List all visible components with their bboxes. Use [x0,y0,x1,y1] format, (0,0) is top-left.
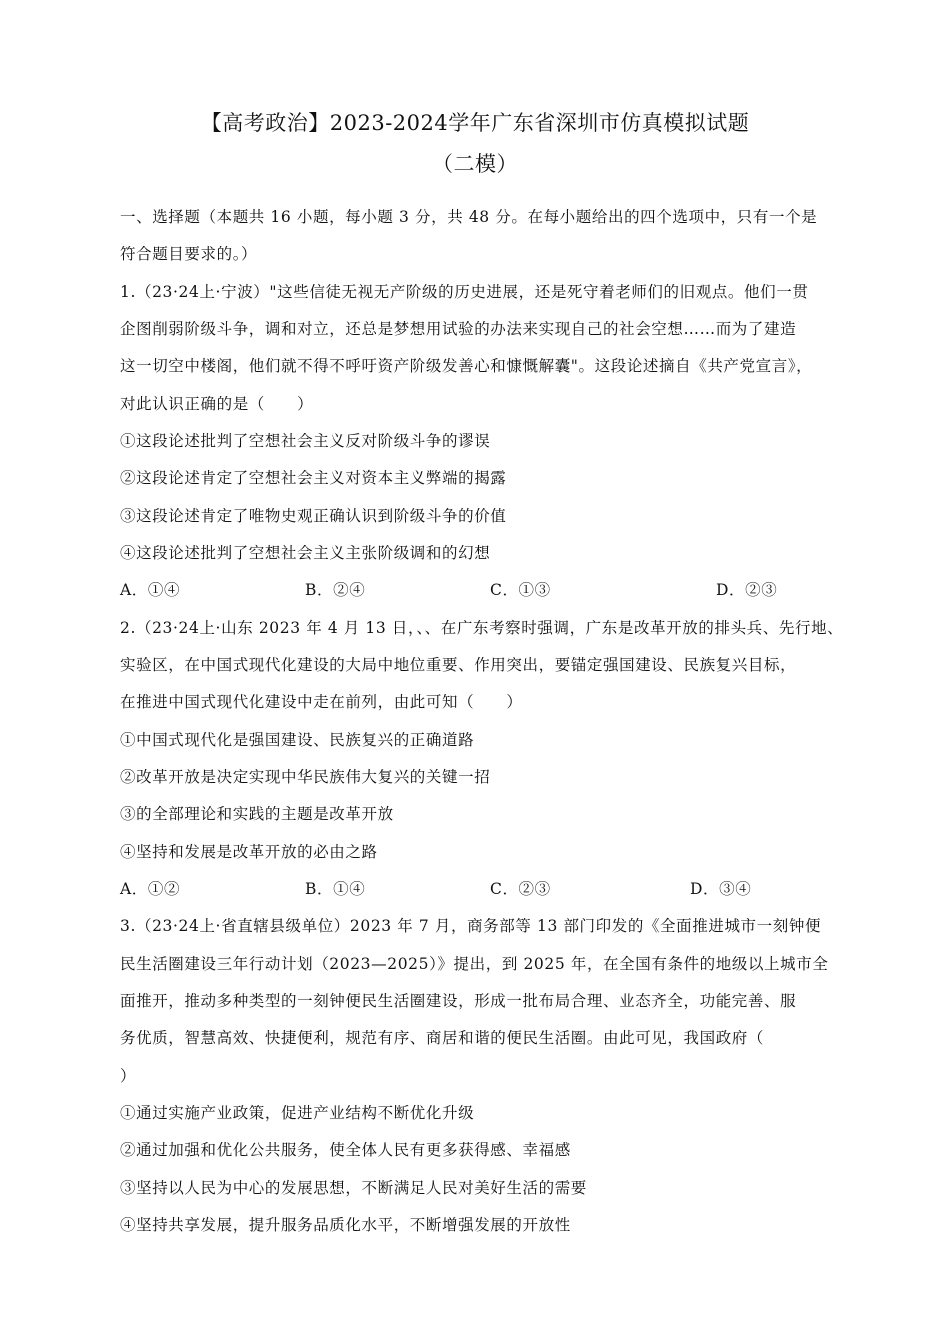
question-3-item: ③坚持以人民为中心的发展思想，不断满足人民对美好生活的需要 [120,1179,587,1197]
question-2-option-c: C．②③ [490,880,551,898]
question-1-option-b: B．②④ [305,581,366,599]
page-subtitle: （二模） [432,152,518,176]
question-2-option-d: D．③④ [690,880,752,898]
question-2-stem-line: 在推进中国式现代化建设中走在前列，由此可知（ ） [120,693,523,711]
question-1-stem-line: 这一切空中楼阁，他们就不得不呼吁资产阶级发善心和慷慨解囊"。这段论述摘自《共产党宣言》， [120,357,813,375]
question-2-stem-line: 实验区，在中国式现代化建设的大局中地位重要、作用突出，要锚定强国建设、民族复兴目标， [120,656,797,674]
question-1-stem-line: 对此认识正确的是（ ） [120,395,314,413]
page-title: 【高考政治】2023-2024学年广东省深圳市仿真模拟试题 [200,111,750,135]
question-3-item: ④坚持共享发展，提升服务品质化水平，不断增强发展的开放性 [120,1216,571,1234]
section-header-line: 符合题目要求的。） [120,245,258,263]
question-2-option-b: B．①④ [305,880,366,898]
question-2-item: ③的全部理论和实践的主题是改革开放 [120,805,394,823]
question-1-option-d: D．②③ [716,581,778,599]
question-3-stem-line: 民生活圈建设三年行动计划（2023—2025）》提出，到 2025 年，在全国有条件的地级以上城市全 [120,955,829,973]
question-1-item: ①这段论述批判了空想社会主义反对阶级斗争的谬误 [120,432,491,450]
question-3-stem-line: 3.（23·24上·省直辖县级单位）2023 年 7 月，商务部等 13 部门印发的《全面推进城市一刻钟便 [120,917,822,935]
question-2-stem-line: 2.（23·24上·山东 2023 年 4 月 13 日，、、在广东考察时强调，广东是改革开放的排头兵、先行地、 [120,619,844,637]
question-1-stem-line: 企图削弱阶级斗争，调和对立，还总是梦想用试验的办法来实现自己的社会空想……而为了建造 [120,320,797,338]
question-2-item: ④坚持和发展是改革开放的必由之路 [120,843,378,861]
question-1-item: ②这段论述肯定了空想社会主义对资本主义弊端的揭露 [120,469,507,487]
question-2-option-a: A．①② [120,880,181,898]
question-3-stem-line: 面推开，推动多种类型的一刻钟便民生活圈建设，形成一批布局合理、业态齐全，功能完善、服 [120,992,797,1010]
question-2-item: ①中国式现代化是强国建设、民族复兴的正确道路 [120,731,475,749]
question-1-option-a: A．①④ [120,581,181,599]
question-1-option-c: C．①③ [490,581,551,599]
question-3-item: ②通过加强和优化公共服务，使全体人民有更多获得感、幸福感 [120,1141,571,1159]
question-3-stem-line: ） [120,1067,137,1085]
question-2-item: ②改革开放是决定实现中华民族伟大复兴的关键一招 [120,768,491,786]
question-3-item: ①通过实施产业政策，促进产业结构不断优化升级 [120,1104,475,1122]
question-1-item: ③这段论述肯定了唯物史观正确认识到阶级斗争的价值 [120,507,507,525]
question-3-stem-line: 务优质，智慧高效、快捷便利，规范有序、商居和谐的便民生活圈。由此可见，我国政府（ [120,1029,765,1047]
section-header-line: 一、选择题（本题共 16 小题，每小题 3 分，共 48 分。在每小题给出的四个选项中，只有一个是 [120,208,818,226]
question-1-item: ④这段论述批判了空想社会主义主张阶级调和的幻想 [120,544,491,562]
question-1-stem-line: 1.（23·24上·宁波）"这些信徒无视无产阶级的历史进展，还是死守着老师们的旧观点。他们一贯 [120,283,809,301]
